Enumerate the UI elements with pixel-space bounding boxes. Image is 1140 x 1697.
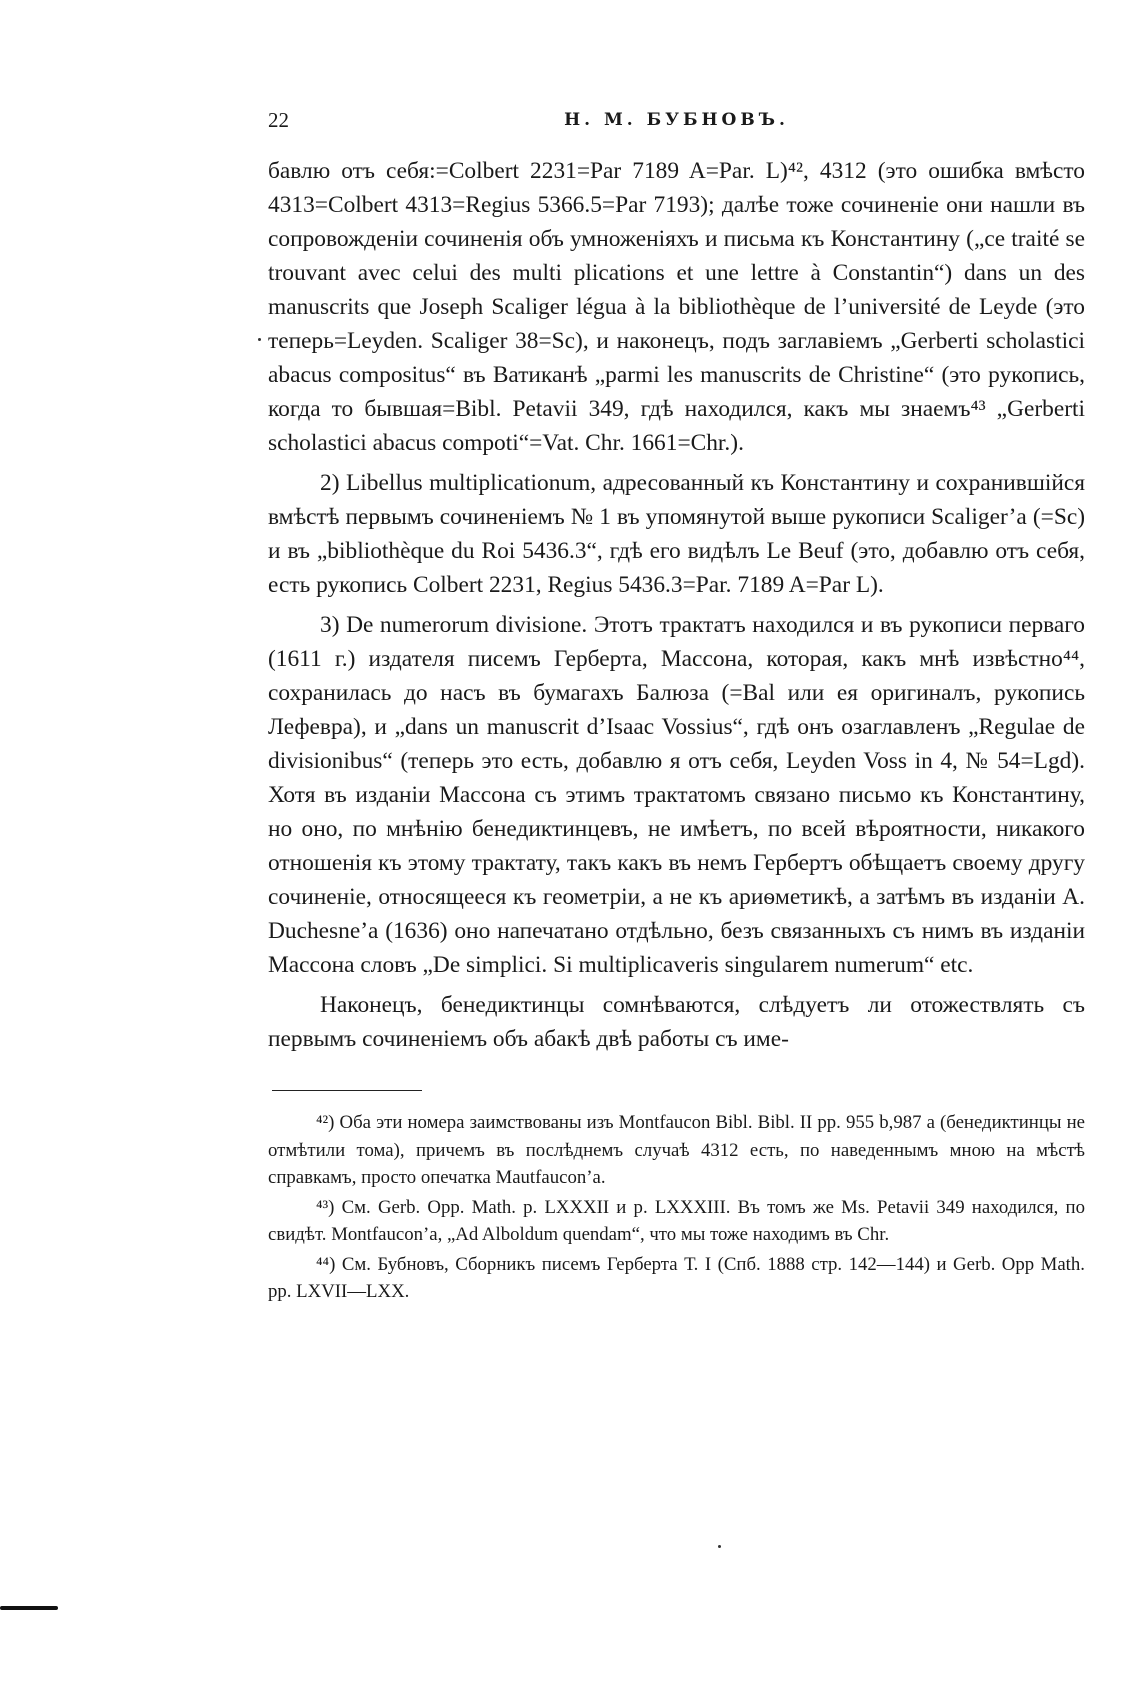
footnotes (268, 1109, 1085, 1306)
scan-speck (258, 338, 261, 341)
paragraph-item-2: 2) Libellus multiplicationum, адресованный къ Константину и сохранившійся вмѣстѣ первымъ сочиненіемъ № 1 въ упомянутой выше рукописи Scaliger’а (=Sc) и въ „bibliothèque du Roi 5436.3“, гдѣ его видѣлъ Le Beuf (это, добавлю отъ себя, есть рукопись Colbert 2231, Regius 5436.3=Par. 7189 A=Par L). (268, 470, 1085, 598)
footnote-divider (272, 1090, 422, 1091)
body-text (268, 154, 1085, 1056)
scan-mark (0, 1606, 58, 1610)
footnote-43: ⁴³) См. Gerb. Opp. Math. p. LXXXII и p. LXXXIII. Въ томъ же Ms. Petavii 349 находился, по свидѣт. Montfaucon’a, „Ad Alboldum quendam“, что мы тоже находимъ въ Chr. (268, 1196, 1085, 1245)
paragraph-conclusion: Наконецъ, бенедиктинцы сомнѣваются, слѣдуетъ ли отожествлять съ первымъ сочиненіемъ объ абакѣ двѣ работы съ име- (268, 992, 1085, 1052)
paragraph-continuation: бавлю отъ себя:=Colbert 2231=Par 7189 A=Par. L)⁴², 4312 (это ошибка вмѣсто 4313=Colbert 4313=Regius 5366.5=Par 7193); далѣе тоже сочиненіе они нашли въ сопровожденіи сочиненія объ умноженіяхъ и письма къ Константину („ce traité se trouvant avec celui des multi plications et une lettre à Constantin“) dans un des manuscrits que Joseph Scaliger légua à la bibliothèque de l’université de Leyde (это теперь=Leyden. Scaliger 38=Sc), и наконецъ, подъ заглавіемъ „Gerberti scholastici abacus compositus“ въ Ватиканѣ „parmi les manuscrits de Christine“ (это рукопись, когда то бывшая=Bibl. Petavii 349, гдѣ находился, какъ мы знаемъ⁴³ „Gerberti scholastici abacus compoti“=Vat. Chr. 1661=Chr.). (268, 158, 1085, 456)
page-number: 22 (268, 108, 289, 132)
page (268, 100, 1085, 1308)
paragraph-item-3: 3) De numerorum divisione. Этотъ трактатъ находился и въ рукописи перваго (1611 г.) издателя писемъ Герберта, Массона, которая, какъ мнѣ извѣстно⁴⁴, сохранилась до насъ въ бумагахъ Балюза (=Bal или ея оригиналъ, рукопись Лефевра), и „dans un manuscrit d’Isaac Vossius“, гдѣ онъ озаглавленъ „Regulae de divisionibus“ (теперь это есть, добавлю я отъ себя, Leyden Voss in 4, № 54=Lgd). Хотя въ изданіи Массона съ этимъ трактатомъ связано письмо къ Константину, но оно, по мнѣнію бенедиктинцевъ, не имѣетъ, по всей вѣроятности, никакого отношенія къ этому трактату, такъ какъ въ немъ Гербертъ обѣщаетъ своему другу сочиненіе, относящееся къ геометріи, а не къ ариѳметикѣ, а затѣмъ въ изданіи A. Duchesne’a (1636) оно напечатано отдѣльно, безъ связанныхъ съ нимъ въ изданіи Массона словъ „De simplici. Si multiplicaveris singularem numerum“ etc. (268, 612, 1085, 978)
footnote-44: ⁴⁴) См. Бубновъ, Сборникъ писемъ Герберта Т. I (Спб. 1888 стр. 142—144) и Gerb. Opp Math. pp. LXVII—LXX. (268, 1253, 1085, 1302)
page-header (268, 100, 1085, 144)
running-title: Н. М. БУБНОВЪ. (564, 110, 789, 130)
footnote-42: ⁴²) Оба эти номера заимствованы изъ Montfaucon Bibl. Bibl. II pp. 955 b,987 a (бенедиктинцы не отмѣтили тома), причемъ въ послѣднемъ случаѣ 4312 есть, по наведеннымъ мною на мѣстѣ справкамъ, просто опечатка Mautfaucon’a. (268, 1112, 1085, 1188)
scan-speck (718, 1545, 721, 1548)
